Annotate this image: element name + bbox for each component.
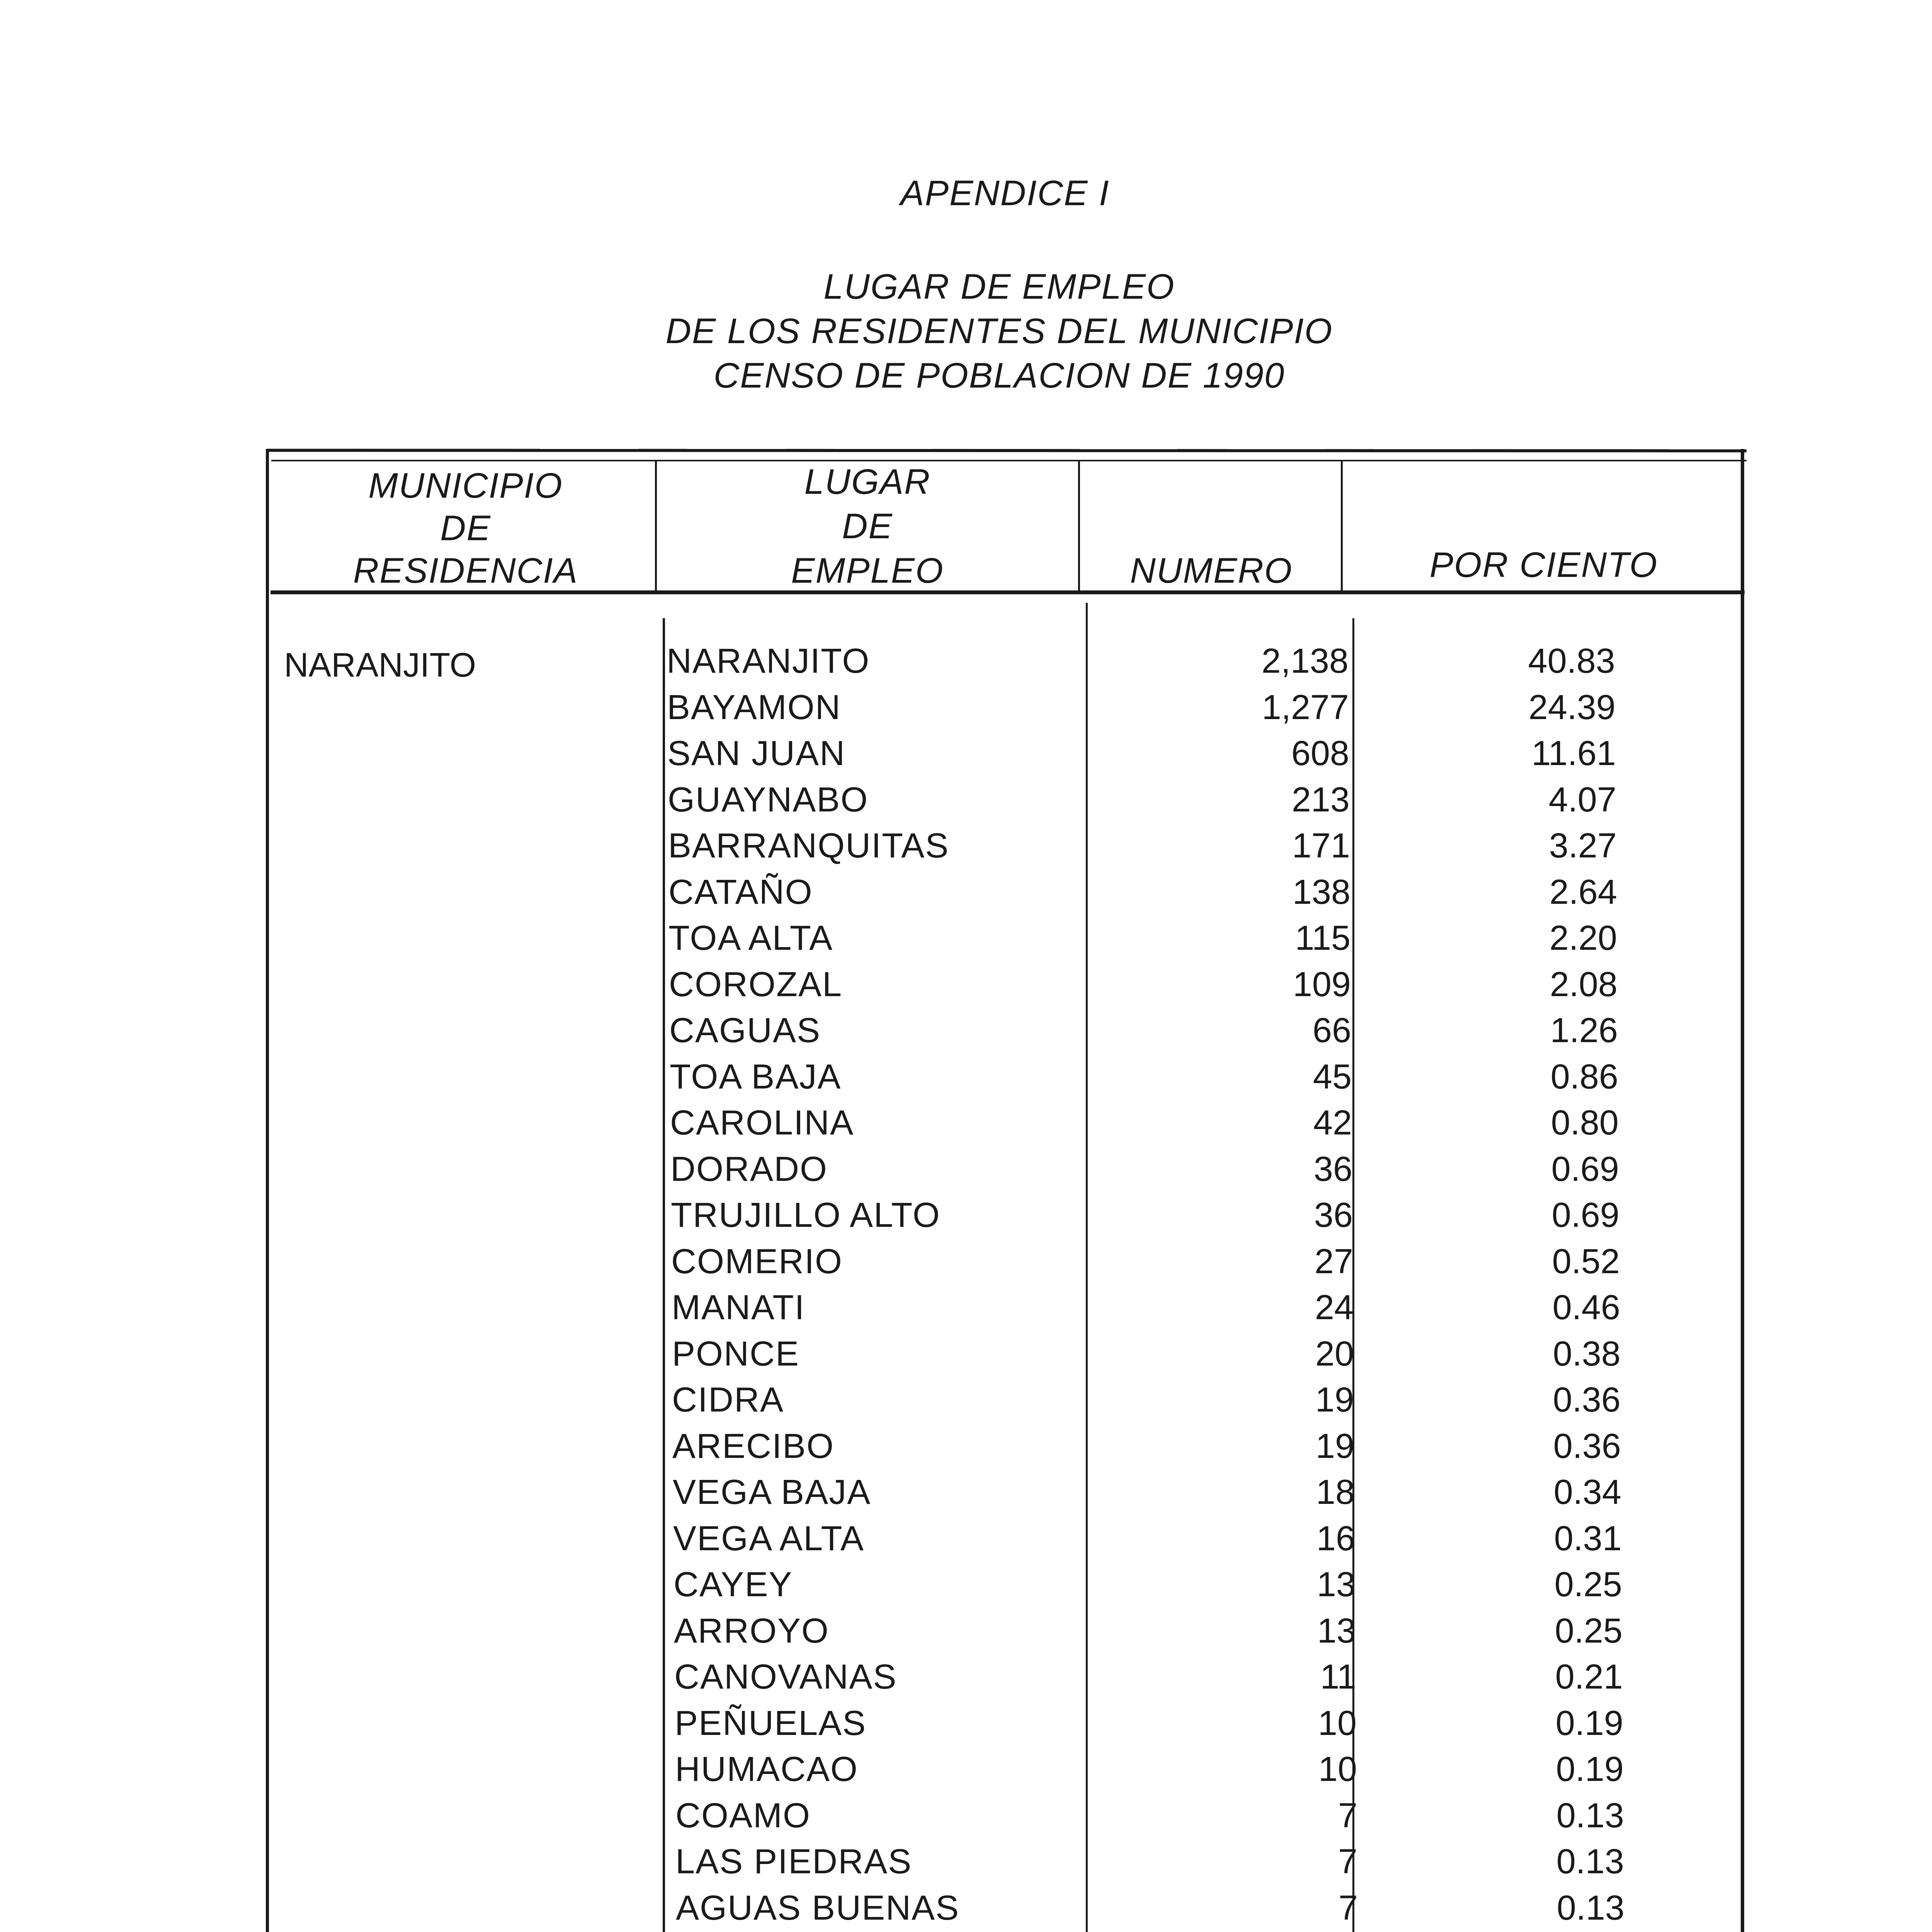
number-cell: 16 [1316,1519,1355,1558]
place-cell: MANATI [672,1288,805,1327]
place-cell: AGUAS BUENAS [676,1888,960,1927]
percent-cell: 0.80 [1551,1104,1619,1142]
number-cell: 10 [1318,1750,1357,1789]
percent-cell: 0.19 [1556,1750,1624,1789]
percent-cell: 0.38 [1553,1334,1621,1373]
header-municipio: RESIDENCIA [353,551,578,590]
percent-cell: 24.39 [1528,688,1616,727]
number-cell: 213 [1291,780,1350,819]
percent-cell: 0.31 [1554,1519,1622,1558]
percent-cell: 0.13 [1556,1796,1624,1835]
percent-cell: 0.21 [1555,1658,1623,1696]
number-cell: 18 [1316,1473,1355,1512]
table-row [0,1427,1932,1472]
table-row [0,734,1932,779]
header-lugar: LUGAR [804,462,931,502]
number-cell: 19 [1315,1427,1354,1466]
number-cell: 608 [1291,734,1349,773]
header-lugar: EMPLEO [791,551,944,590]
percent-cell: 0.69 [1551,1150,1619,1189]
place-cell: CATAÑO [668,872,813,912]
number-cell: 1,277 [1262,688,1349,727]
header-municipio: MUNICIPIO [368,466,563,505]
table-row [0,1150,1932,1195]
percent-cell: 0.86 [1550,1057,1618,1096]
place-cell: COAMO [675,1796,811,1835]
place-cell: DORADO [670,1150,828,1189]
percent-cell: 11.61 [1531,734,1616,773]
table-row [0,1103,1932,1149]
number-cell: 7 [1338,1842,1357,1881]
place-cell: COROZAL [669,965,843,1004]
table-row [0,1750,1932,1795]
table-row [0,641,1932,687]
place-cell: SAN JUAN [667,734,846,773]
place-cell: TOA BAJA [670,1057,842,1096]
percent-cell: 0.13 [1556,1888,1624,1927]
number-cell: 115 [1295,919,1350,957]
header-por-ciento: POR CIENTO [1429,545,1658,585]
place-cell: LAS PIEDRAS [675,1842,912,1881]
number-cell: 27 [1314,1242,1353,1281]
appendix-title: APENDICE I [900,173,1110,213]
table-row [0,1842,1932,1888]
table-row [0,688,1932,733]
number-cell: 45 [1313,1057,1352,1096]
number-cell: 13 [1316,1565,1355,1604]
percent-cell: 0.19 [1555,1704,1623,1743]
place-cell: GUAYNABO [668,780,869,819]
header-lugar: DE [842,507,893,546]
percent-cell: 0.13 [1556,1842,1624,1881]
place-cell: PEÑUELAS [675,1704,867,1743]
title-line-3: CENSO DE POBLACION DE 1990 [713,356,1285,395]
place-cell: CAROLINA [670,1104,854,1142]
table-border-top-inner [271,460,1747,461]
place-cell: HUMACAO [675,1750,859,1789]
place-cell: ARECIBO [672,1427,835,1466]
percent-cell: 1.26 [1550,1011,1618,1050]
table-row [0,1334,1932,1380]
percent-cell: 0.46 [1552,1288,1620,1327]
percent-cell: 0.36 [1553,1381,1621,1419]
place-cell: TRUJILLO ALTO [671,1196,940,1235]
place-cell: VEGA ALTA [673,1519,864,1558]
place-cell: BARRANQUITAS [668,827,949,865]
header-municipio: DE [440,509,491,548]
number-cell: 10 [1318,1704,1357,1743]
header-numero: NUMERO [1130,551,1293,590]
title-line-1: LUGAR DE EMPLEO [823,267,1175,306]
table-row [0,1657,1932,1703]
percent-cell: 0.52 [1552,1242,1620,1281]
table-row [0,872,1932,918]
number-cell: 66 [1312,1011,1351,1050]
percent-cell: 2.08 [1549,965,1617,1004]
table-row [0,1196,1932,1241]
table-row [0,1796,1932,1842]
table-row [0,1242,1932,1287]
table-row [0,826,1932,872]
number-cell: 171 [1292,827,1350,865]
place-cell: CIDRA [672,1381,784,1419]
place-cell: PONCE [672,1334,800,1373]
percent-cell: 0.36 [1553,1427,1621,1466]
residence-municipality: NARANJITO [284,646,476,684]
table-row [0,780,1932,826]
number-cell: 13 [1317,1611,1356,1650]
number-cell: 24 [1315,1288,1354,1327]
title-line-2: DE LOS RESIDENTES DEL MUNICIPIO [665,311,1333,351]
table-row [0,1057,1932,1103]
place-cell: ARROYO [674,1611,830,1650]
table-row [0,1704,1932,1749]
percent-cell: 0.25 [1554,1611,1622,1650]
table-row [0,1380,1932,1426]
table-row [0,1888,1932,1932]
table-border-top [267,449,1747,452]
place-cell: CAGUAS [669,1011,821,1050]
number-cell: 36 [1313,1150,1352,1189]
percent-cell: 4.07 [1548,780,1616,819]
table-row [0,1288,1932,1333]
table-row [0,965,1932,1010]
table-row [0,1565,1932,1611]
percent-cell: 0.69 [1551,1196,1619,1235]
percent-cell: 0.34 [1553,1473,1621,1512]
number-cell: 2,138 [1261,642,1349,680]
place-cell: VEGA BAJA [673,1473,871,1512]
table-row [0,1611,1932,1657]
percent-cell: 3.27 [1549,827,1617,865]
table-row [0,1519,1932,1565]
number-cell: 11 [1320,1658,1356,1696]
percent-cell: 2.20 [1549,919,1617,957]
percent-cell: 2.64 [1549,872,1617,912]
place-cell: TOA ALTA [668,919,833,957]
number-cell: 42 [1313,1104,1352,1142]
table-row [0,1473,1932,1518]
number-cell: 7 [1338,1796,1357,1835]
place-cell: BAYAMON [667,688,841,727]
place-cell: COMERIO [671,1242,843,1281]
percent-cell: 40.83 [1528,642,1615,680]
table-row [0,1011,1932,1056]
number-cell: 20 [1315,1334,1354,1373]
place-cell: NARANJITO [667,642,870,680]
percent-cell: 0.25 [1554,1565,1622,1604]
number-cell: 138 [1292,872,1350,912]
place-cell: CANOVANAS [674,1658,897,1696]
number-cell: 19 [1315,1381,1354,1419]
place-cell: CAYEY [673,1565,793,1604]
number-cell: 36 [1314,1196,1353,1235]
number-cell: 7 [1338,1888,1358,1927]
number-cell: 109 [1293,965,1351,1004]
table-row [0,918,1932,964]
